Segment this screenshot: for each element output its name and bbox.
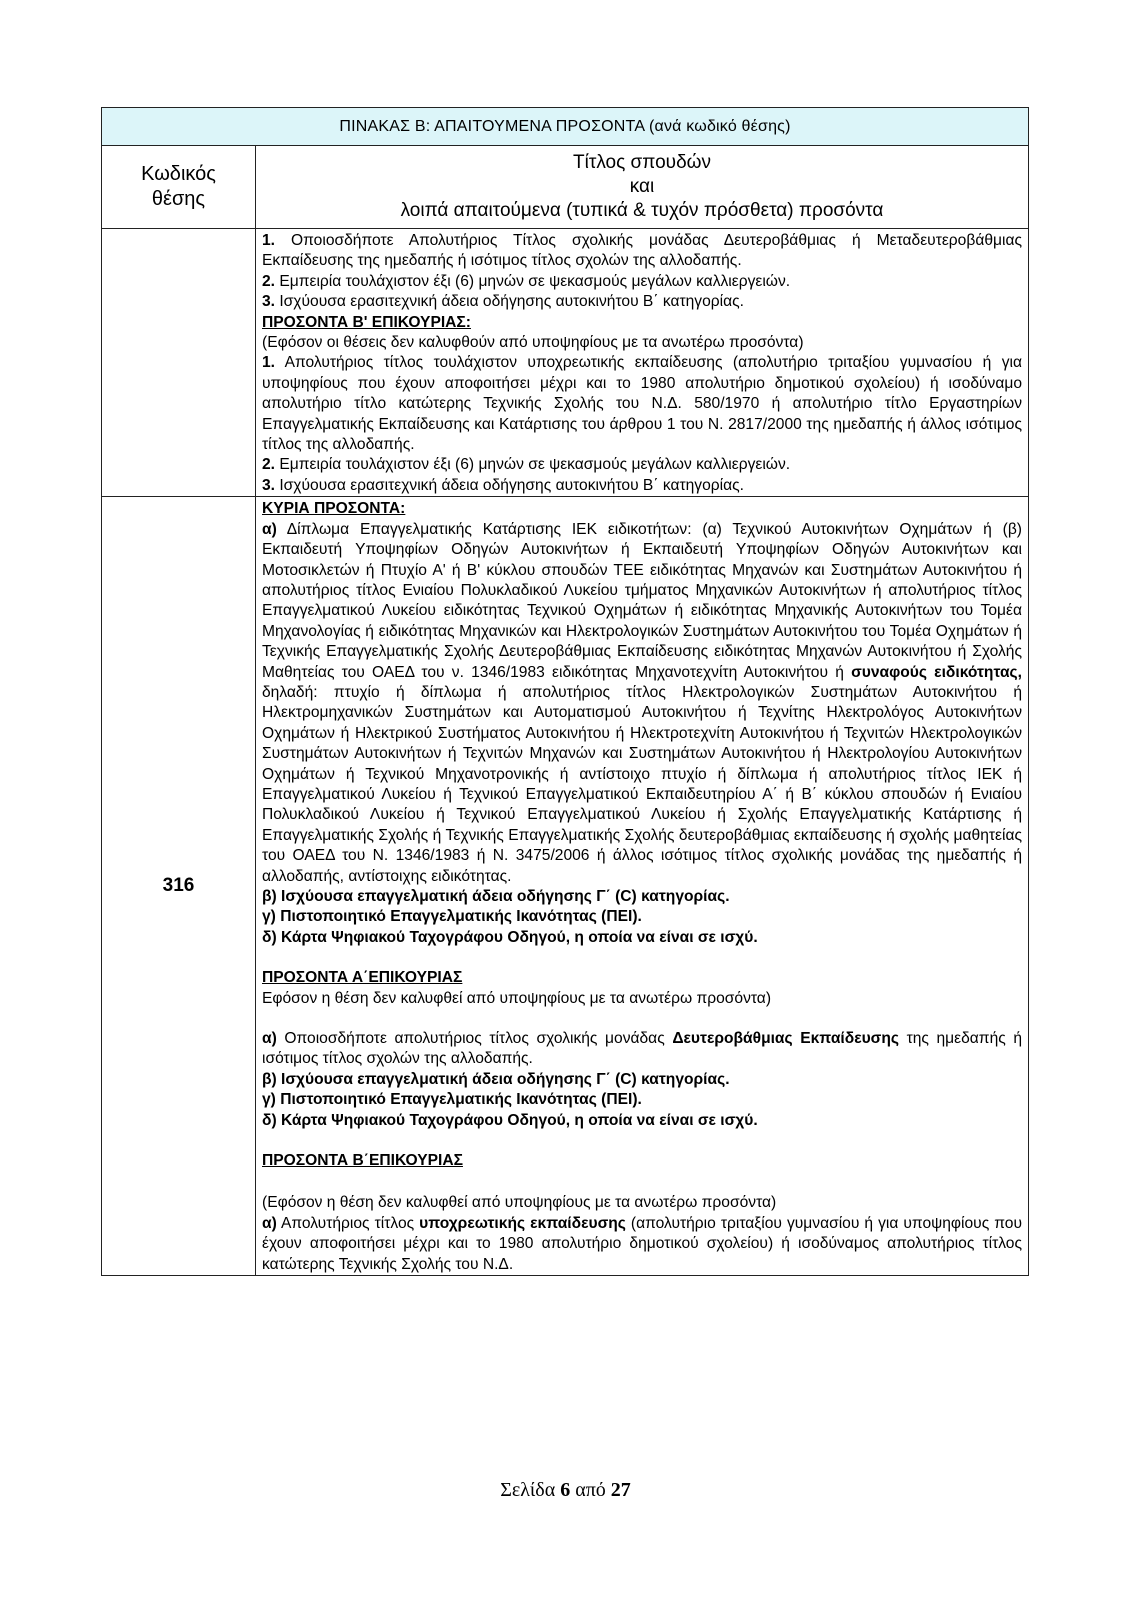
item-label: α) (262, 1214, 277, 1232)
qualifications-cell (256, 497, 1029, 1276)
position-code (102, 229, 256, 497)
table-row (102, 497, 1029, 1276)
column-header-title-line2: και (629, 176, 655, 197)
list-item (262, 231, 1022, 272)
item-text: Εμπειρία τουλάχιστον έξι (6) μηνών σε ψεκασμούς μεγάλων καλλιεργειών. (275, 272, 791, 290)
qualifications-table (101, 107, 1029, 1276)
column-header-code-line1: Κωδικός (141, 163, 216, 185)
item-text: της ημεδαπής ή ισότιμος τίτλος σχολών της αλλοδαπής. (262, 1030, 1023, 1068)
list-item (262, 455, 1022, 475)
column-header-title-line3: λοιπά απαιτούμενα (τυπικά & τυχόν πρόσθετα) προσόντα (400, 200, 884, 221)
section-heading: ΠΡΟΣΟΝΤΑ Α΄ΕΠΙΚΟΥΡΙΑΣ (262, 969, 463, 987)
list-item (262, 272, 1022, 292)
item-bold-text: υποχρεωτικής εκπαίδευσης (419, 1214, 626, 1232)
item-bold-text: Δευτεροβάθμιας Εκπαίδευσης (672, 1030, 899, 1048)
list-item (262, 1214, 1022, 1275)
spacer (262, 1009, 1022, 1029)
column-header-title (256, 146, 1029, 229)
list-item (262, 476, 1022, 496)
list-item (262, 292, 1022, 312)
footer-prefix: Σελίδα (500, 1479, 561, 1501)
item-number: 1. (262, 232, 276, 249)
spacer (262, 948, 1022, 968)
item-text: Οποιοσδήποτε Απολυτήριος Τίτλος σχολικής μονάδας Δευτεροβάθμιας ή Μεταδευτεροβάθμιας Εκπαίδευσης της ημεδαπής ή ισότιμος τίτλος σχολών της αλλοδαπής. (262, 232, 1022, 270)
item-text: Ισχύουσα ερασιτεχνική άδεια οδήγησης αυτοκινήτου Β΄ κατηγορίας. (275, 293, 744, 311)
item-text: Εμπειρία τουλάχιστον έξι (6) μηνών σε ψεκασμούς μεγάλων καλλιεργειών. (275, 456, 791, 474)
footer-middle: από (570, 1479, 611, 1501)
list-item: δ) Κάρτα Ψηφιακού Ταχογράφου Οδηγού, η οποία να είναι σε ισχύ. (262, 1111, 758, 1129)
footer-page-number: 6 (560, 1479, 571, 1501)
column-header-code-line2: θέσης (151, 188, 206, 210)
section-heading: ΠΡΟΣΟΝΤΑ Β' ΕΠΙΚΟΥΡΙΑΣ: (262, 313, 471, 331)
position-code: 316 (102, 497, 256, 1276)
item-text: Ισχύουσα ερασιτεχνική άδεια οδήγησης αυτοκινήτου Β΄ κατηγορίας. (275, 476, 744, 494)
item-label: α) (262, 1030, 277, 1048)
qualifications-cell (256, 229, 1029, 497)
item-number: 3. (262, 476, 276, 494)
table-title: ΠΙΝΑΚΑΣ Β: ΑΠΑΙΤΟΥΜΕΝΑ ΠΡΟΣΟΝΤΑ (ανά κωδικό θέσης) (102, 108, 1029, 146)
section-heading: ΠΡΟΣΟΝΤΑ Β΄ΕΠΙΚΟΥΡΙΑΣ (262, 1152, 463, 1170)
item-label: α) (262, 520, 277, 538)
list-item: γ) Πιστοποιητικό Επαγγελματικής Ικανότητας (ΠΕΙ). (262, 908, 642, 926)
section-heading: ΚΥΡΙΑ ΠΡΟΣΟΝΤΑ: (262, 500, 406, 518)
list-item (262, 1029, 1022, 1070)
list-item: β) Ισχύουσα επαγγελματική άδεια οδήγησης Γ΄ (C) κατηγορίας. (262, 1070, 730, 1088)
item-text: Απολυτήριος τίτλος τουλάχιστον υποχρεωτικής εκπαίδευσης (απολυτήριο τριταξίου γυμνασίου ή για υποψηφίους που έχουν αποφοιτήσει μέχρι και το 1980 απολυτήριο δημοτικού σχολείου) ή ισοδύναμο απολυτήριο τίτλο κατώτερης Τεχνικής Σχολής του Ν.Δ. 580/1970 ή απολυτήριο τίτλο Εργαστηρίων Επαγγελματικής Εκπαίδευσης και Κατάρτισης του άρθρου 1 του Ν. 2817/2000 της ημεδαπής ή άλλος ισότιμος τίτλος της αλλοδαπής. (262, 354, 1022, 454)
item-number: 3. (262, 293, 276, 311)
section-note: Εφόσον η θέση δεν καλυφθεί από υποψηφίους με τα ανωτέρω προσόντα) (262, 989, 772, 1007)
list-item: δ) Κάρτα Ψηφιακού Ταχογράφου Οδηγού, η οποία να είναι σε ισχύ. (262, 928, 758, 946)
item-text: Οποιοσδήποτε απολυτήριος τίτλος σχολικής μονάδας (276, 1030, 673, 1048)
list-item (262, 520, 1022, 887)
list-item (262, 353, 1022, 455)
column-header-code (102, 146, 256, 229)
item-text: Απολυτήριος τίτλος (276, 1214, 420, 1232)
item-number: 2. (262, 456, 276, 474)
table-row (102, 229, 1029, 497)
item-number: 2. (262, 272, 276, 290)
item-text: (απολυτήριο τριταξίου γυμνασίου ή για υποψηφίους που έχουν αποφοιτήσει μέχρι και το 1980 απολυτήριο δημοτικού σχολείου) ή ισοδύναμος απολυτήριος τίτλος κατώτερης Τεχνικής Σχολής του Ν.Δ. (262, 1214, 1022, 1273)
section-note: (Εφόσον οι θέσεις δεν καλυφθούν από υποψηφίους με τα ανωτέρω προσόντα) (262, 334, 804, 352)
item-text: δηλαδή: πτυχίο ή δίπλωμα ή απολυτήριος τίτλος Ηλεκτρολογικών Συστημάτων Αυτοκινήτου ή Ηλεκτρομηχανικών Συστημάτων και Αυτοματισμού Αυτοκινήτου ή Τεχνίτης Ηλεκτρολόγος Αυτοκινήτων Οχημάτων ή Ηλεκτρικού Συστήματος Αυτοκινήτου ή Ηλεκτροτεχνίτη Αυτοκινήτου ή Τεχνιτών Ηλεκτρολογικών Συστημάτων Αυτοκινήτων ή Τεχνιτών Μηχανών και Συστημάτων Αυτοκινήτου ή Ηλεκτρολογίου Αυτοκινήτων Οχημάτων ή Τεχνικού Μηχανοτρονικής ή αντίστοιχο πτυχίο ή δίπλωμα ή απολυτήριος τίτλος ΙΕΚ ή Επαγγελματικού Λυκείου ή Τεχνικού Επαγγελματικού Εκπαιδευτηρίου Α΄ ή Β΄ κύκλου σπουδών ή Ενιαίου Πολυκλαδικού Λυκείου ή Τεχνικού Επαγγελματικού Λυκείου ή Σχολής Επαγγελματικής Κατάρτισης ή Επαγγελματικής Σχολής ή Τεχνικής Επαγγελματικής Σχολής δευτεροβάθμιας εκπαίδευσης ή σχολής μαθητείας του ΟΑΕΔ του Ν. 1346/1983 ή Ν. 3475/2006 ή άλλος ισότιμος τίτλος σχολικής μονάδας της ημεδαπής ή αλλοδαπής, αντίστοιχης ειδικότητας. (262, 683, 1022, 885)
page-footer (0, 1479, 1131, 1502)
item-text: Δίπλωμα Επαγγελματικής Κατάρτισης ΙΕΚ ειδικοτήτων: (α) Τεχνικού Αυτοκινήτων Οχημάτων ή (β) Εκπαιδευτή Υποψηφίων Οδηγών Αυτοκινήτων ή Εκπαιδευτή Υποψηφίων Οδηγών Αυτοκινήτων και Μοτοσικλετών ή Πτυχίο Α' ή Β' κύκλου σπουδών ΤΕΕ ειδικότητας Μηχανών και Συστημάτων Αυτοκινήτου ή απολυτήριος τίτλος Ενιαίου Πολυκλαδικού Λυκείου τμήματος Μηχανικών Αυτοκινήτων ή απολυτήριος τίτλος Επαγγελματικού Λυκείου ειδικότητας Τεχνικού Οχημάτων ή ειδικότητας Μηχανικής Αυτοκινήτων του Τομέα Μηχανολογίας ή ειδικότητας Μηχανικών και Ηλεκτρολογικών Συστημάτων Αυτοκινήτου του Τομέα Οχημάτων ή Τεχνικής Επαγγελματικής Σχολής Δευτεροβάθμιας Εκπαίδευσης ειδικότητας Μηχανών Αυτοκινήτου ή Σχολής Μαθητείας του ΟΑΕΔ του ν. 1346/1983 ειδικότητας Μηχανοτεχνίτη Αυτοκινήτου ή (262, 520, 1022, 681)
list-item: β) Ισχύουσα επαγγελματική άδεια οδήγησης Γ΄ (C) κατηγορίας. (262, 888, 730, 905)
item-bold-text: συναφούς ειδικότητας, (851, 663, 1022, 681)
spacer (262, 1171, 1022, 1193)
column-header-title-line1: Τίτλος σπουδών (573, 152, 711, 173)
item-number: 1. (262, 354, 276, 372)
footer-total-pages: 27 (610, 1479, 631, 1501)
section-note: (Εφόσον η θέση δεν καλυφθεί από υποψηφίους με τα ανωτέρω προσόντα) (262, 1194, 777, 1212)
spacer (262, 1131, 1022, 1151)
list-item: γ) Πιστοποιητικό Επαγγελματικής Ικανότητας (ΠΕΙ). (262, 1091, 642, 1109)
